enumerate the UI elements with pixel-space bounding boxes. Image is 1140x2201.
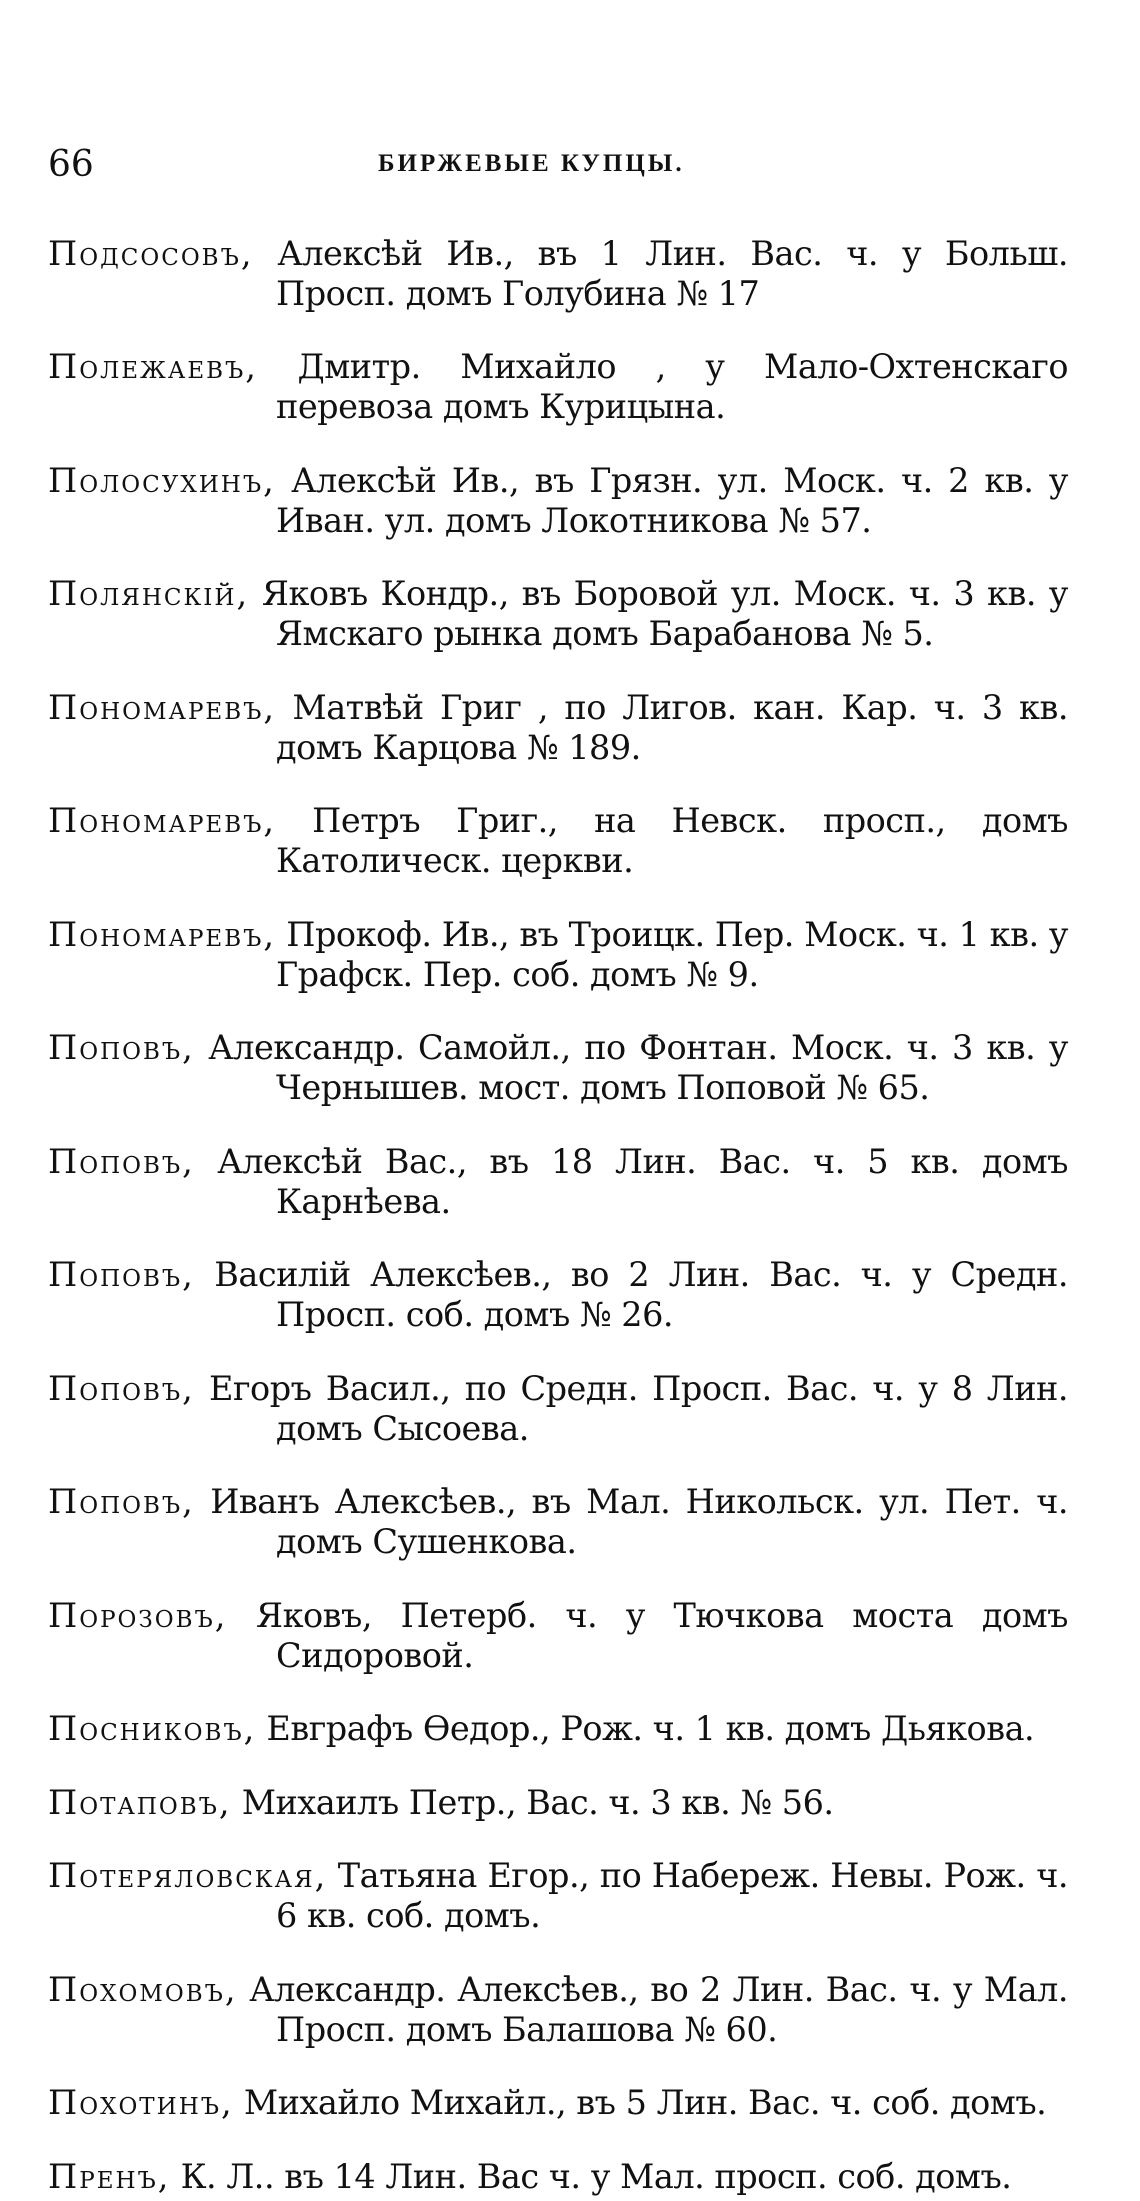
list-item bbox=[48, 1783, 1068, 1823]
entry-text: Алексѣй Вас., въ 18 Лин. Вас. ч. 5 кв. домъ Карнѣева. bbox=[194, 1141, 1068, 1221]
entry-surname: Полосухинъ, bbox=[48, 460, 276, 500]
entry-surname: Полянскій, bbox=[48, 574, 250, 613]
list-item bbox=[48, 1596, 1068, 1676]
entry-surname: Похотинъ, bbox=[48, 2083, 234, 2122]
list-item bbox=[48, 1369, 1068, 1449]
entry-surname: Поповъ, bbox=[48, 1482, 195, 1521]
entry-text: Матвѣй Григ , по Лигов. кан. Кар. ч. 3 кв. домъ Карцова № 189. bbox=[276, 687, 1068, 767]
list-item bbox=[48, 2157, 1068, 2197]
list-item bbox=[48, 574, 1068, 654]
list-item bbox=[48, 1028, 1068, 1108]
list-item bbox=[48, 1255, 1068, 1335]
entry-text: Алексѣй Ив., въ Грязн. ул. Моск. ч. 2 кв. у Иван. ул. домъ Локотникова № 57. bbox=[275, 460, 1068, 540]
list-item bbox=[48, 1482, 1068, 1562]
list-item bbox=[48, 1142, 1068, 1222]
entry-text: Дмитр. Михайло , у Мало-Охтенскаго перевоза домъ Курицына. bbox=[257, 347, 1068, 426]
entry-text: Михаилъ Петр., Вас. ч. 3 кв. № 56. bbox=[231, 1782, 834, 1822]
entry-surname: Пренъ, bbox=[48, 2156, 171, 2196]
page-number: 66 bbox=[48, 144, 94, 185]
entry-surname: Поповъ, bbox=[48, 1141, 195, 1181]
entry-text: Василій Алексѣев., во 2 Лин. Вас. ч. у Средн. Просп. соб. домъ № 26. bbox=[194, 1255, 1068, 1334]
entry-text: Иванъ Алексѣев., въ Мал. Никольск. ул. Пет. ч. домъ Сушенкова. bbox=[194, 1482, 1068, 1561]
entry-surname: Подсосовъ, bbox=[48, 233, 254, 273]
entry-text: Алексѣй Ив., въ 1 Лин. Вас. ч. у Больш. Просп. домъ Голубина № 17 bbox=[253, 233, 1068, 313]
entry-surname: Поповъ, bbox=[48, 1255, 195, 1294]
entry-text: Александр. Самойл., по Фонтан. Моск. ч. 3 кв. у Чернышев. мост. домъ Поповой № 65. bbox=[194, 1028, 1068, 1107]
entry-surname: Порозовъ, bbox=[48, 1595, 228, 1635]
list-item bbox=[48, 2083, 1068, 2123]
list-item bbox=[48, 461, 1068, 541]
entry-text: Михайло Михайл., въ 5 Лин. Вас. ч. соб. домъ. bbox=[233, 2083, 1047, 2122]
entry-surname: Поповъ, bbox=[48, 1368, 195, 1408]
entry-text: Егоръ Васил., по Средн. Просп. Вас. ч. у 8 Лин. домъ Сысоева. bbox=[194, 1368, 1068, 1448]
entry-text: Петръ Григ., на Невск. просп., домъ Католическ. церкви. bbox=[276, 801, 1068, 880]
list-item bbox=[48, 688, 1068, 768]
entry-text: Прокоф. Ив., въ Троицк. Пер. Моск. ч. 1 кв. у Графск. Пер. соб. домъ № 9. bbox=[276, 914, 1068, 994]
page-header bbox=[48, 140, 1068, 200]
list-item bbox=[48, 915, 1068, 995]
list-item bbox=[48, 234, 1068, 314]
entry-text: Татьяна Егор., по Набереж. Невы. Рож. ч. 6 кв. соб. домъ. bbox=[276, 1856, 1068, 1935]
entry-surname: Пономаревъ, bbox=[48, 914, 277, 954]
entry-surname: Пономаревъ, bbox=[48, 801, 277, 840]
entry-surname: Полежаевъ, bbox=[48, 347, 258, 386]
entry-surname: Потаповъ, bbox=[48, 1782, 232, 1822]
entry-surname: Потеряловская, bbox=[48, 1856, 328, 1895]
list-item bbox=[48, 1970, 1068, 2050]
entry-list bbox=[48, 234, 1068, 2197]
list-item bbox=[48, 347, 1068, 427]
entry-surname: Похомовъ, bbox=[48, 1969, 238, 2009]
entry-surname: Посниковъ, bbox=[48, 1709, 257, 1748]
entry-text: Яковъ, Петерб. ч. у Тючкова моста домъ Сидоровой. bbox=[227, 1595, 1068, 1675]
entry-surname: Поповъ, bbox=[48, 1028, 195, 1067]
list-item bbox=[48, 1856, 1068, 1936]
entry-surname: Пономаревъ, bbox=[48, 687, 277, 727]
entry-text: Яковъ Кондр., въ Боровой ул. Моск. ч. 3 кв. у Ямскаго рынка домъ Барабанова № 5. bbox=[249, 574, 1068, 653]
entry-text: Александр. Алексѣев., во 2 Лин. Вас. ч. у Мал. Просп. домъ Балашова № 60. bbox=[237, 1969, 1068, 2049]
entry-text: К. Л.. въ 14 Лин. Вас ч. у Мал. просп. соб. домъ. bbox=[170, 2156, 1012, 2196]
entry-text: Евграфъ Ѳедор., Рож. ч. 1 кв. домъ Дьякова. bbox=[256, 1709, 1035, 1748]
running-title: БИРЖЕВЫЕ КУПЦЫ. bbox=[378, 150, 685, 177]
list-item bbox=[48, 801, 1068, 881]
page bbox=[48, 140, 1068, 2201]
list-item bbox=[48, 1709, 1068, 1749]
